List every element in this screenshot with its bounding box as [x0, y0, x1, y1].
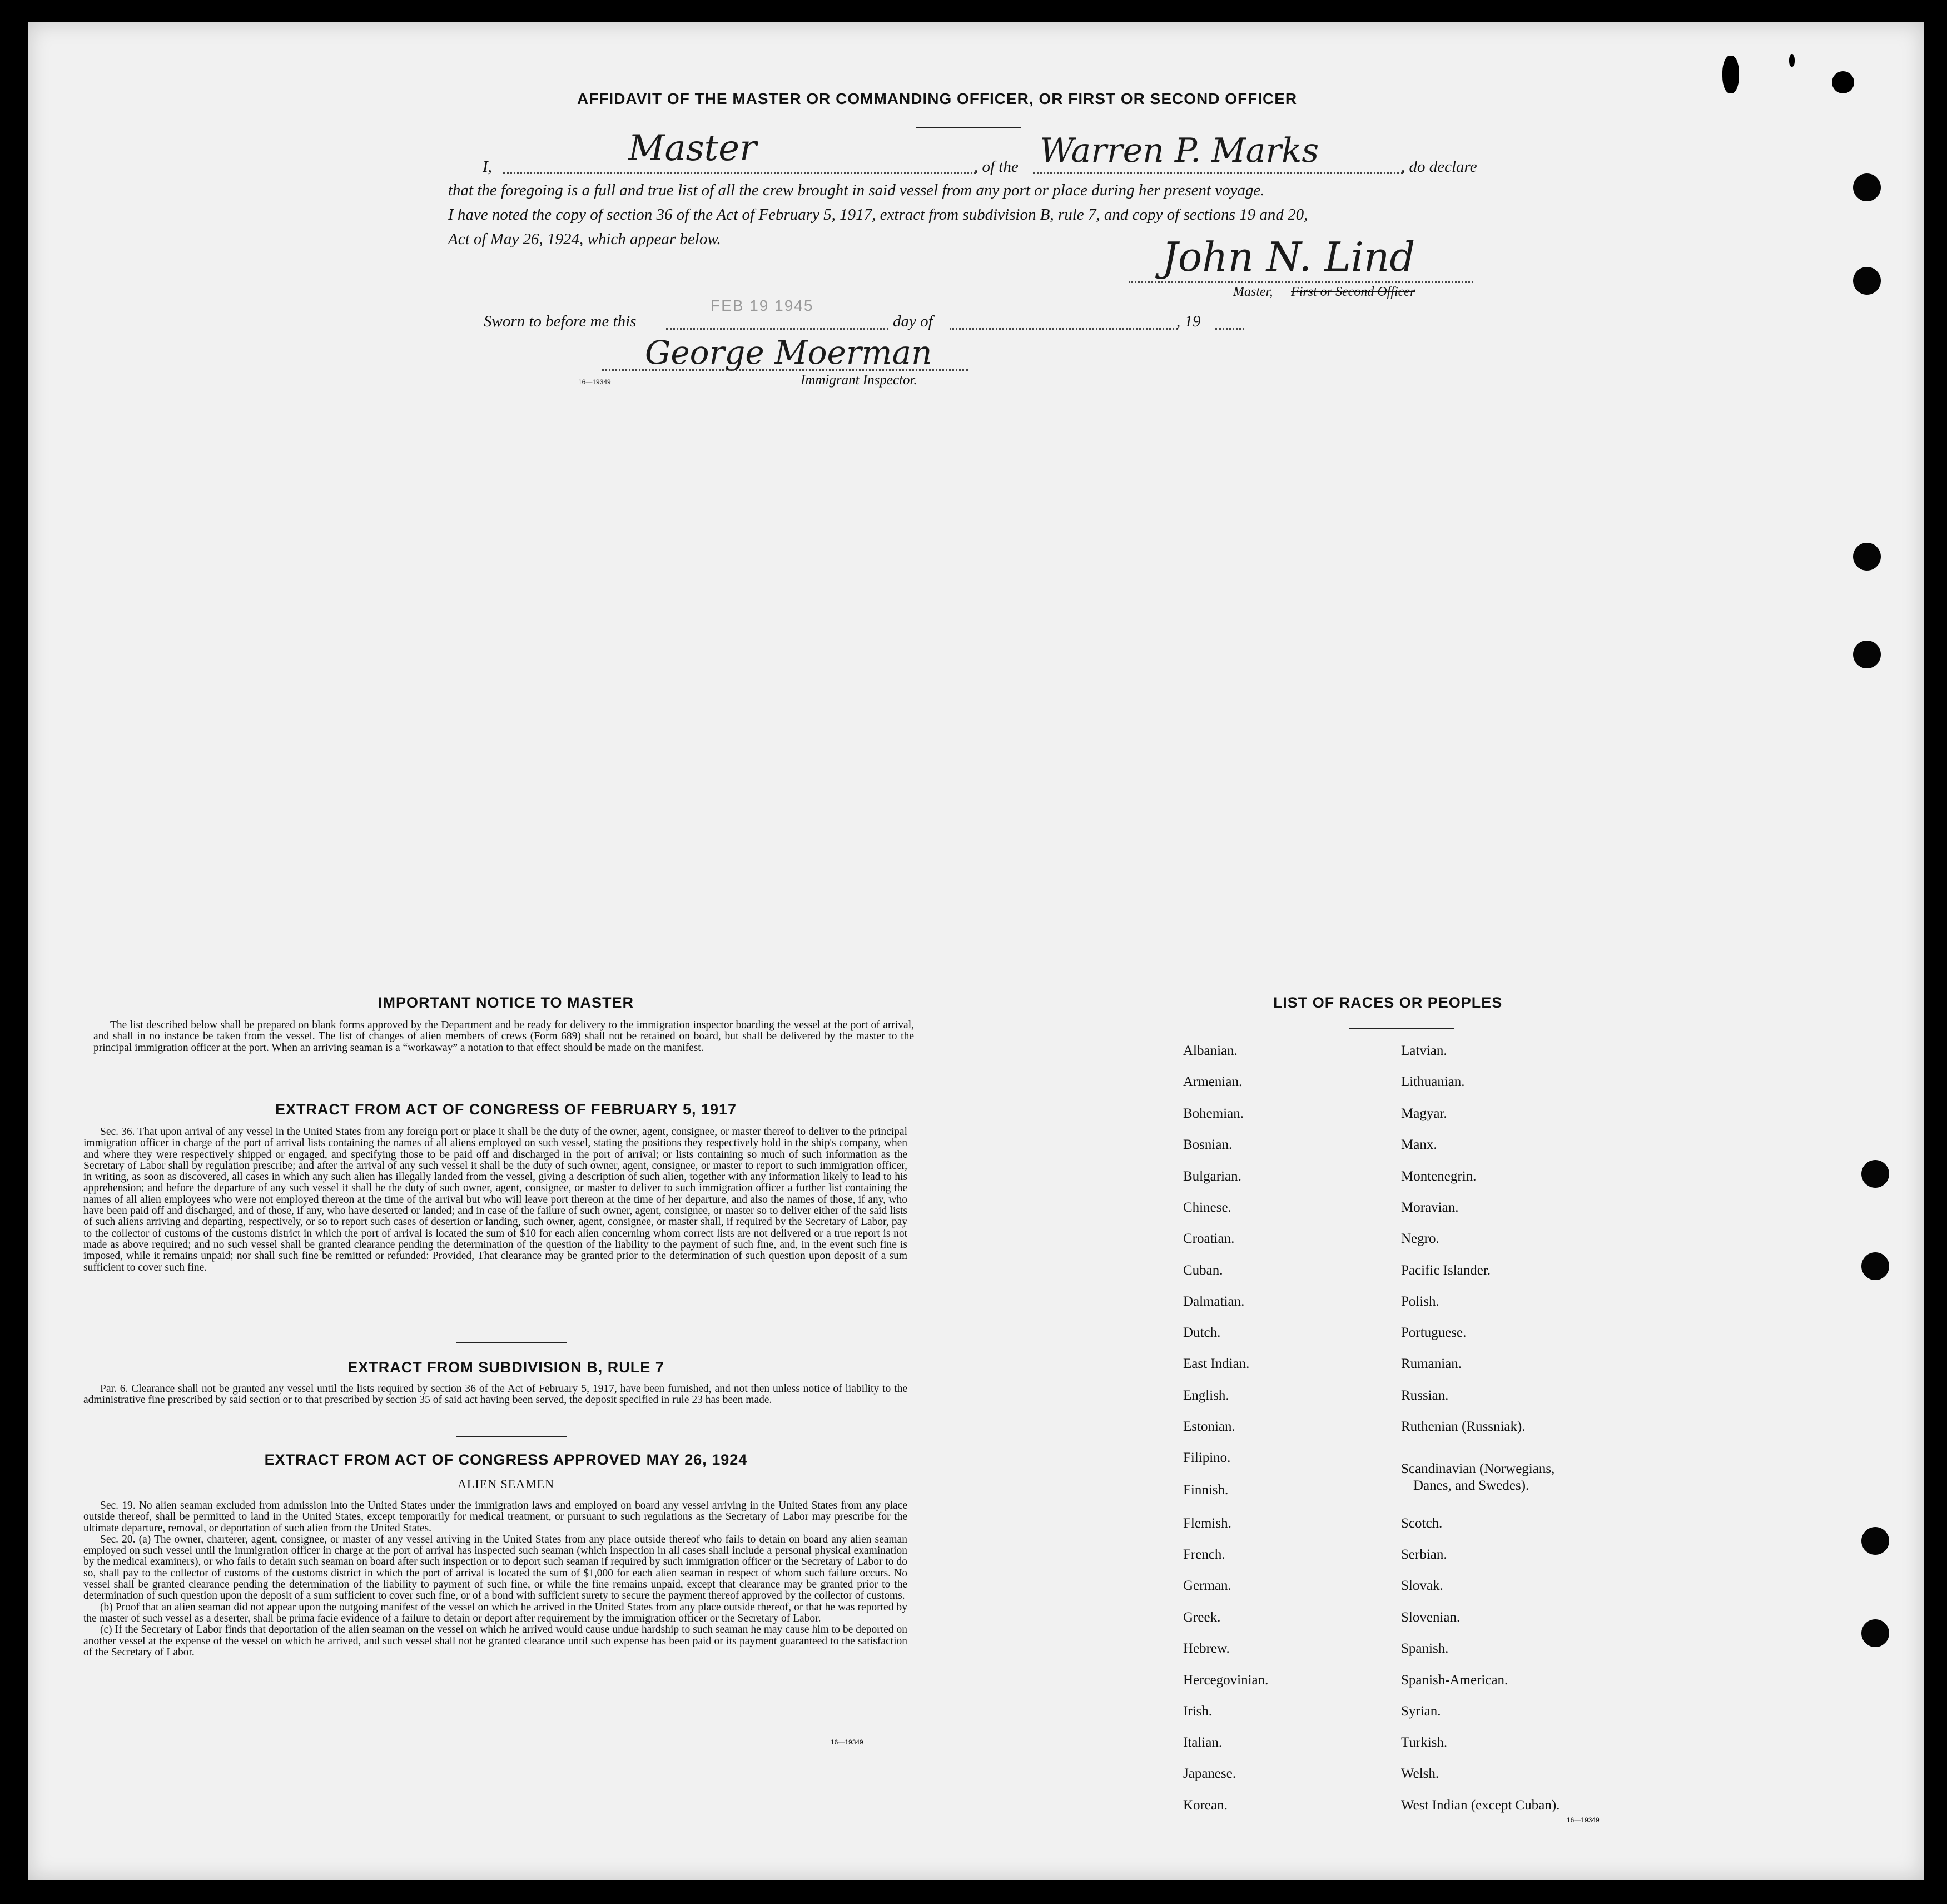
- race-item: Slovak.: [1401, 1578, 1443, 1593]
- races-column-1: [1183, 1043, 1394, 1822]
- year-line: [1215, 328, 1244, 330]
- extract-rule7-text: [83, 1384, 907, 1406]
- race-item: French.: [1183, 1547, 1225, 1562]
- race-item: Montenegrin.: [1401, 1169, 1477, 1184]
- date-stamp: FEB 19 1945: [711, 297, 814, 314]
- ink-spot: [1832, 71, 1854, 93]
- form-number: 16—19349: [1567, 1816, 1600, 1824]
- section-20b-paragraph: (b) Proof that an alien seaman did not appear upon the outgoing manifest of the vessel on which he arrived in the United States from any place outside thereof, or that he was reported by the master of such vessel as a deserter, shall be prima facie evidence of a failure to detain or deport after requirement by the immigration officer or the Secretary of Labor.: [83, 1601, 907, 1624]
- race-item: Portuguese.: [1401, 1325, 1467, 1340]
- punch-hole-icon: [1853, 173, 1881, 201]
- race-item: Greek.: [1183, 1610, 1221, 1625]
- punch-hole-icon: [1861, 1527, 1889, 1555]
- master-label: Master,: [1233, 285, 1273, 299]
- race-item: Lithuanian.: [1401, 1074, 1465, 1089]
- race-item: Moravian.: [1401, 1200, 1459, 1215]
- sworn-day-line: [666, 328, 888, 330]
- notice-paragraph: The list described below shall be prepared on blank forms approved by the Department and be ready for delivery to the immigration inspector boarding the vessel at the port of arrival, and shall in no instance be taken from the vessel. The list of changes of alien members of crews (Form 689) shall not be retained on board, but shall be delivered by the master to the principal immigration officer at the port. When an arriving seaman is a “workaway” a notation to that effect should be made on the manifest.: [93, 1019, 914, 1054]
- race-item: Syrian.: [1401, 1704, 1441, 1719]
- affidavit-line-3: I have noted the copy of section 36 of the Act of February 5, 1917, extract from subdivision B, rule 7, and copy of sections 19 and 20,: [448, 206, 1308, 224]
- affidavit-title: AFFIDAVIT OF THE MASTER OR COMMANDING OFFICER, OR FIRST OR SECOND OFFICER: [577, 90, 1298, 107]
- i-label: I,: [483, 158, 492, 176]
- race-item: Chinese.: [1183, 1200, 1231, 1215]
- title-divider: [916, 127, 1021, 128]
- race-item: Irish.: [1183, 1704, 1213, 1719]
- race-item: Hercegovinian.: [1183, 1673, 1269, 1688]
- race-item: Armenian.: [1183, 1074, 1243, 1089]
- alien-seamen-subtitle: ALIEN SEAMEN: [458, 1477, 554, 1491]
- struck-officer-label: First or Second Officer: [1291, 285, 1415, 299]
- extract-rule7-title: EXTRACT FROM SUBDIVISION B, RULE 7: [347, 1359, 664, 1376]
- punch-hole-icon: [1853, 641, 1881, 668]
- section-20a-paragraph: Sec. 20. (a) The owner, charterer, agent, consignee, or master of any vessel arriving in the United States from any place outside thereof who fails to detain on board any alien seaman employed on such vessel until the immigration officer in charge at the port of arrival has inspected such seaman (which inspection in all cases shall include a personal physical examination by the medical examiners), or who fails to detain such seaman on board after such inspection or to deport such seaman if required by such immigration officer or the Secretary of Labor to do so, shall pay to the collector of customs of the customs district in which the port of arrival is located the sum of $1,000 for each alien seaman in respect of whom such failure occurs. No vessel shall be granted clearance pending the determination of the liability to payment of such fine, or while the fine remains unpaid, except that clearance may be granted prior to the determination of such question upon the deposit of a sum sufficient to cover such fine, or of a bond with sufficient surety to secure the payment thereof approved by the collector of customs.: [83, 1533, 907, 1602]
- extract-1924-title: EXTRACT FROM ACT OF CONGRESS APPROVED MAY 26, 1924: [264, 1451, 748, 1468]
- race-item: Flemish.: [1183, 1516, 1231, 1531]
- master-handwriting: Master: [628, 128, 757, 169]
- day-of-label: day of: [893, 313, 933, 330]
- day-of-line: [950, 328, 1178, 330]
- extract-1924-text: [83, 1500, 907, 1658]
- races-column-2: [1401, 1043, 1635, 1822]
- race-item: Dalmatian.: [1183, 1294, 1245, 1309]
- extract-1917-text: [83, 1127, 907, 1273]
- notice-title: IMPORTANT NOTICE TO MASTER: [378, 994, 634, 1011]
- race-item: Korean.: [1183, 1798, 1228, 1813]
- race-item: Ruthenian (Russniak).: [1401, 1419, 1526, 1434]
- year-label: , 19: [1176, 313, 1201, 330]
- race-item: Filipino.: [1183, 1450, 1231, 1465]
- race-item: Magyar.: [1401, 1106, 1447, 1121]
- race-item: West Indian (except Cuban).: [1401, 1798, 1560, 1813]
- extract-1917-title: EXTRACT FROM ACT OF CONGRESS OF FEBRUARY 5, 1917: [275, 1101, 737, 1118]
- race-item: Slovenian.: [1401, 1610, 1461, 1625]
- inspector-line: [602, 369, 968, 371]
- ink-spot: [1789, 54, 1795, 67]
- race-item: German.: [1183, 1578, 1231, 1593]
- race-item: Italian.: [1183, 1735, 1223, 1750]
- punch-hole-icon: [1853, 267, 1881, 295]
- of-the-label: , of the: [974, 158, 1019, 176]
- notice-text: [93, 1020, 914, 1054]
- race-item: Estonian.: [1183, 1419, 1235, 1434]
- race-item: Bohemian.: [1183, 1106, 1244, 1121]
- section-36-paragraph: Sec. 36. That upon arrival of any vessel in the United States from any foreign port or place it shall be the duty of the owner, agent, consignee, or master thereof to deliver to the principal immigration officer in charge of the port of arrival lists containing the names of all aliens employed on such vessel, stating the positions they respectively hold in the ship's company, when and where they were respectively shipped or engaged, and specifying those to be paid off and discharged in the port of arrival; or lists containing so much of such information as the Secretary of Labor shall by regulation prescribe; and after the arrival of any such vessel it shall be the duty of such owner, agent, consignee, or master to report to such immigration officer, in writing, as soon as discovered, all cases in which any such alien has illegally landed from the vessel, giving a description of such alien, together with any information likely to lead to his apprehension; and before the departure of any such vessel it shall be the duty of such owner, agent, consignee, or master to deliver to such immigration officer a further list containing the names of all alien employees who were not employed thereon at the time of the arrival but who will leave port thereon at the time of her departure, and also the names of those, if any, who have been paid off and discharged, and of those, if any, who have deserted or landed; and in case of the failure of such owner, agent, consignee, or master so to deliver either of the said lists of such aliens arriving and departing, respectively, or so to report such cases of desertion or landing, such owner, agent, consignee, or master shall, if required by the Secretary of Labor, pay to the collector of customs of the customs district in which the port of arrival is located the sum of $10 for each alien concerning whom correct lists are not delivered or a true report is not made as above required; and no such vessel shall be granted clearance pending the determination of the question of the liability to the payment of such fine, and, in the event such fine is imposed, while it remains unpaid; nor shall such fine be remitted or refunded: Provided, That clearance may be granted prior to the determination of such question upon deposit of a sum sufficient to cover such fine.: [83, 1126, 907, 1273]
- vessel-line: [1033, 172, 1403, 174]
- race-item: Spanish.: [1401, 1641, 1449, 1656]
- declare-label: , do declare: [1401, 158, 1477, 176]
- race-item: Russian.: [1401, 1388, 1449, 1403]
- affidavit-line-2: that the foregoing is a full and true list of all the crew brought in said vessel from any port or place during her present voyage.: [448, 181, 1265, 199]
- race-item: Manx.: [1401, 1137, 1437, 1152]
- race-item: Scandinavian (Norwegians,: [1401, 1461, 1555, 1476]
- race-item: Negro.: [1401, 1231, 1439, 1246]
- race-item: Scotch.: [1401, 1516, 1443, 1531]
- race-item: Bulgarian.: [1183, 1169, 1241, 1184]
- form-number: 16—19349: [831, 1738, 863, 1746]
- race-item: Bosnian.: [1183, 1137, 1233, 1152]
- rule-7-paragraph: Par. 6. Clearance shall not be granted any vessel until the lists required by section 36 of the Act of February 5, 1917, have been furnished, and not then unless notice of liability to the administrative fine prescribed by said section or to that prescribed by section 35 of said act having been served, the deposit specified in rule 23 has been made.: [83, 1383, 907, 1406]
- race-item: Albanian.: [1183, 1043, 1238, 1058]
- inspector-label: Immigrant Inspector.: [801, 373, 917, 388]
- form-number: 16—19349: [578, 378, 611, 386]
- section-divider: [456, 1436, 567, 1437]
- race-item: English.: [1183, 1388, 1229, 1403]
- race-item: Welsh.: [1401, 1766, 1439, 1781]
- i-line: [503, 172, 976, 174]
- inspector-signature: George Moerman: [645, 334, 932, 371]
- race-item: Polish.: [1401, 1294, 1439, 1309]
- races-divider: [1349, 1028, 1454, 1029]
- section-divider: [456, 1342, 567, 1343]
- race-item: Cuban.: [1183, 1263, 1223, 1278]
- race-item: Serbian.: [1401, 1547, 1447, 1562]
- vessel-name-handwriting: Warren P. Marks: [1040, 131, 1319, 170]
- race-item: Hebrew.: [1183, 1641, 1230, 1656]
- punch-hole-icon: [1861, 1252, 1889, 1280]
- race-item: Turkish.: [1401, 1735, 1448, 1750]
- race-item: Danes, and Swedes).: [1413, 1478, 1529, 1493]
- race-item: Pacific Islander.: [1401, 1263, 1491, 1278]
- sworn-label: Sworn to before me this: [484, 313, 637, 330]
- section-19-paragraph: Sec. 19. No alien seaman excluded from admission into the United States under the immigration laws and employed on board any vessel arriving in the United States from any place outside thereof, shall be permitted to land in the United States, except temporarily for medical treatment, or pursuant to such regulations as the Secretary of Labor may prescribe for the ultimate departure, removal, or deportation of such alien from the United States.: [83, 1500, 907, 1534]
- punch-hole-icon: [1853, 543, 1881, 571]
- affidavit-line-4: Act of May 26, 1924, which appear below.: [448, 230, 721, 248]
- race-item: Dutch.: [1183, 1325, 1221, 1340]
- race-item: Japanese.: [1183, 1766, 1236, 1781]
- section-20c-paragraph: (c) If the Secretary of Labor finds that deportation of the alien seaman on the vessel on which he arrived would cause undue hardship to such seaman he may cause him to be deported on another vessel at the expense of the vessel on which he arrived, and such vessel shall not be granted clearance until such expense has been paid or its payment guaranteed to the satisfaction of the Secretary of Labor.: [83, 1624, 907, 1658]
- race-item: Croatian.: [1183, 1231, 1235, 1246]
- race-item: Finnish.: [1183, 1482, 1229, 1498]
- race-item: Latvian.: [1401, 1043, 1447, 1058]
- race-item: East Indian.: [1183, 1356, 1250, 1371]
- ink-spot: [1722, 56, 1739, 93]
- punch-hole-icon: [1861, 1619, 1889, 1647]
- race-item: Spanish-American.: [1401, 1673, 1508, 1688]
- punch-hole-icon: [1861, 1160, 1889, 1188]
- race-item: Rumanian.: [1401, 1356, 1462, 1371]
- master-signature: John N. Lind: [1162, 234, 1415, 280]
- races-title: LIST OF RACES OR PEOPLES: [1273, 994, 1503, 1011]
- signature-line: [1129, 281, 1473, 283]
